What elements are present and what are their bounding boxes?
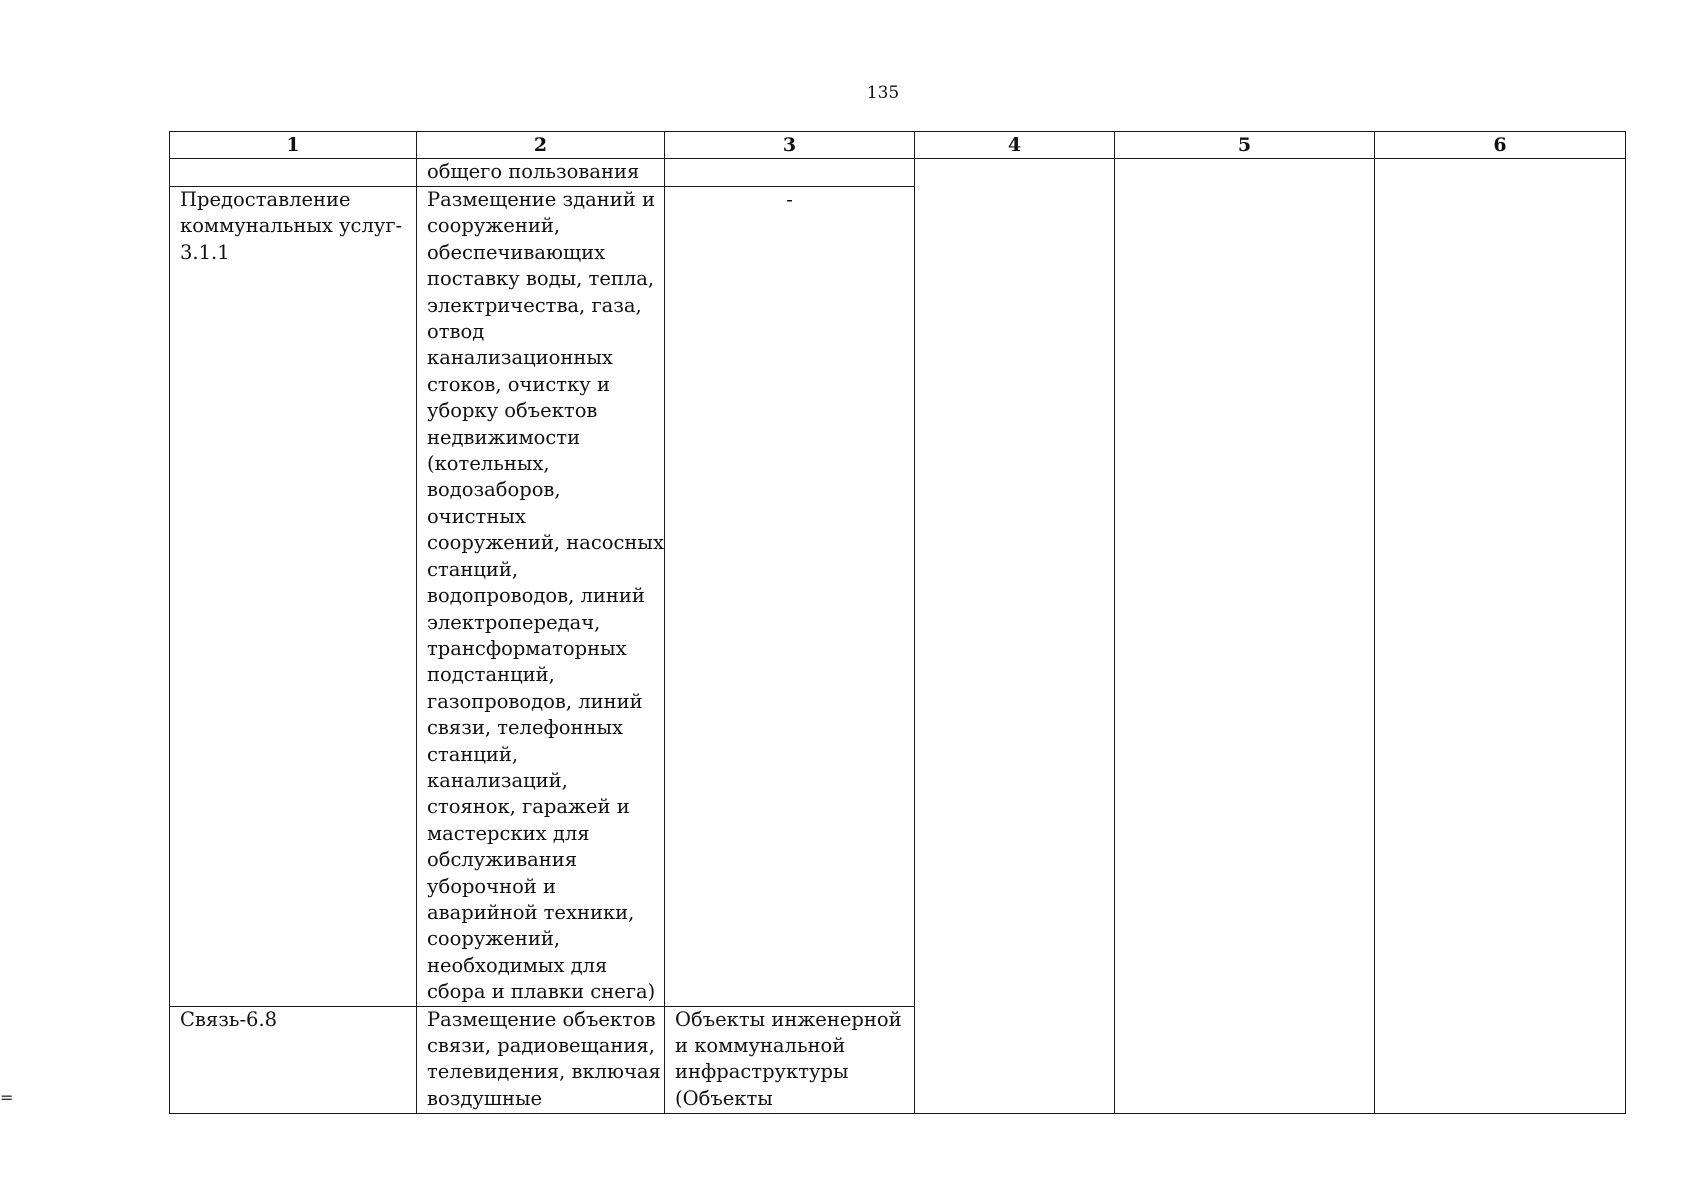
column-header-4: 4 <box>915 132 1115 159</box>
table-cell <box>170 187 417 1007</box>
cell-text: Размещение зданий и сооружений, обеспечивающих поставку воды, тепла, электричества, газа, отвод канализационных стоков, очистку и уборку объектов недвижимости (котельных, водозаборов, очистных сооружений, насосных станций, водопроводов, линий электропередач, трансформаторных подстанций, газопроводов, линий связи, телефонных станций, канализаций, стоянок, гаражей и мастерских для обслуживания уборочной и аварийной техники, сооружений, необходимых для сбора и плавки снега) <box>427 188 664 1004</box>
table-cell-empty <box>1375 159 1626 1114</box>
document-table <box>169 131 1626 1114</box>
table-cell <box>170 159 417 187</box>
cell-text: Предоставление коммунальных услуг- 3.1.1 <box>180 188 403 264</box>
page-number: 135 <box>866 83 900 103</box>
table-cell <box>417 159 665 187</box>
table-cell-empty <box>1115 159 1375 1114</box>
table-cell <box>665 1006 915 1113</box>
table-cell <box>170 1006 417 1113</box>
cell-text: Объекты инженерной и коммунальной инфраструктуры (Объекты <box>675 1007 902 1110</box>
table-cell <box>417 1006 665 1113</box>
cell-text: Связь-6.8 <box>180 1007 278 1031</box>
cell-text: Размещение объектов связи, радиовещания, телевидения, включая воздушные <box>427 1007 661 1110</box>
table-header-row <box>170 132 1626 159</box>
column-header-1: 1 <box>170 132 417 159</box>
table-cell <box>665 159 915 187</box>
column-header-5: 5 <box>1115 132 1375 159</box>
table-cell <box>665 187 915 1007</box>
column-header-2: 2 <box>417 132 665 159</box>
table-row <box>170 159 1626 187</box>
stray-mark: = <box>0 1088 14 1107</box>
column-header-3: 3 <box>665 132 915 159</box>
table-cell <box>417 187 665 1007</box>
cell-text: общего пользования <box>427 160 640 183</box>
cell-text: - <box>786 188 793 211</box>
table-cell-empty <box>915 159 1115 1114</box>
column-header-6: 6 <box>1375 132 1626 159</box>
